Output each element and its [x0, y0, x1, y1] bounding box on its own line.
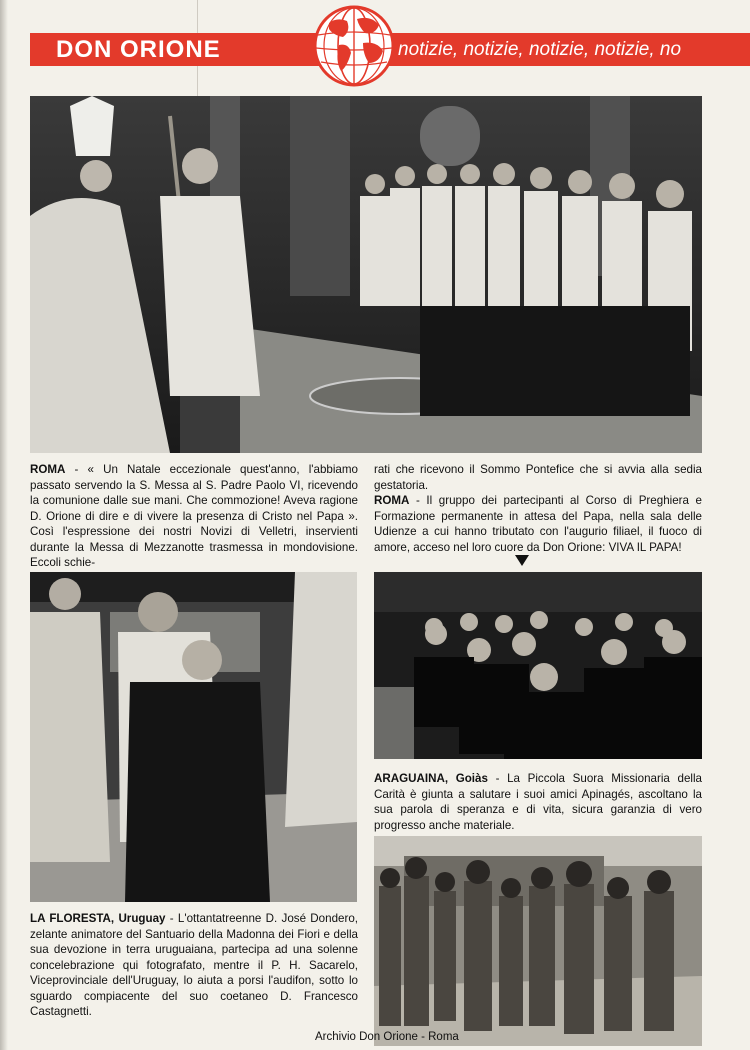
caption-place: ROMA	[30, 463, 66, 476]
caption-roma-christmas	[30, 462, 358, 571]
caption-araguaina	[374, 771, 702, 833]
caption-la-floresta	[30, 911, 358, 1020]
pointer-down-icon	[515, 555, 529, 567]
page-edge-shadow	[0, 0, 8, 1050]
globe-logo-icon	[313, 5, 395, 87]
caption-text: - Il gruppo dei partecipanti al Corso di Preghiera e Formazione permanente in attesa del Papa, nella sala delle Udienze a cui hanno tributato con l'augurio filiael, il fuoco di amore, acceso nel loro cuore da Don Orione: VIVA IL PAPA!	[374, 494, 702, 554]
photo-araguaina-village	[374, 836, 702, 1046]
photo-la-floresta	[30, 572, 357, 902]
caption-text: - La Piccola Suora Missionaria della Carità è giunta a salutare i suoi amici Apinagés, ascoltano la sua parola di speranza e di vita, sicura garanzia di vero progresso anche materiale.	[374, 772, 702, 832]
header-tagline: notizie, notizie, notizie, notizie, no	[398, 39, 682, 60]
photo-pope-novices	[30, 96, 702, 453]
caption-place: ROMA	[374, 494, 410, 507]
caption-roma-christmas-cont	[374, 462, 702, 493]
caption-text: - « Un Natale eccezionale quest'anno, l'abbiamo passato servendo la S. Messa al S. Padre Paolo VI, ricevendo la comunione dalle sue mani. Che commozione! Aveva ragione D. Orione di dire e di vivere la presenza di Cristo nel Papa ». Così l'espressione dei nostri Novizi di Velletri, inservienti durante la Messa di Mezzanotte trasmessa in mondovisione. Eccoli schie-	[30, 463, 358, 569]
brand-title: DON ORIONE	[56, 36, 221, 63]
caption-roma-audience	[374, 493, 702, 555]
caption-place: LA FLORESTA, Uruguay	[30, 912, 166, 925]
caption-place: ARAGUAINA, Goiàs	[374, 772, 488, 785]
archive-footer: Archivio Don Orione - Roma	[315, 1031, 459, 1043]
photo-roma-audience	[374, 572, 702, 759]
caption-text: - L'ottantatreenne D. José Dondero, zelante animatore del Santuario della Madonna dei Fiori e della sua devozione in terra uruguaiana, partecipa ad una solenne concelebrazione qui fotografato, mentre il P. H. Sacarelo, Viceprovinciale dell'Uruguay, lo aiuta a porsi l'audifon, sotto lo sguardo compiacente del suo coetaneo D. Francesco Castagnetti.	[30, 912, 358, 1018]
caption-text: rati che ricevono il Sommo Pontefice che si avvia alla sedia gestatoria.	[374, 463, 702, 492]
